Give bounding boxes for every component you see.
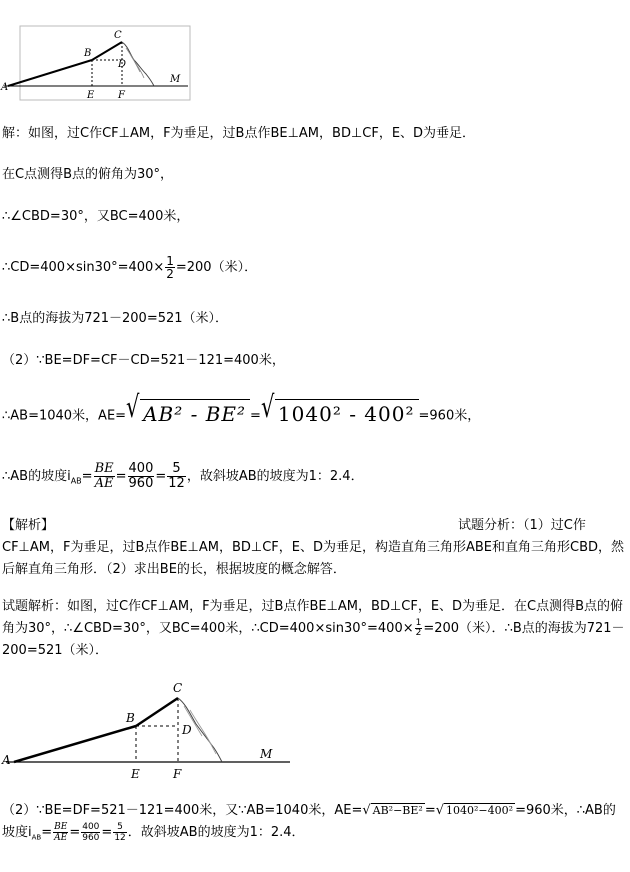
sqrt-ab-be: √ AB² - BE² <box>126 398 250 434</box>
label-e-2: E <box>131 767 140 781</box>
label-d: D <box>118 59 127 70</box>
line7-pre: ∴AB=1040米，AE= <box>2 408 127 424</box>
line8-sub: AB <box>70 476 82 486</box>
para3-a: （2）∵BE=DF=521－121=400米，又∵AB=1040米，AE= <box>2 803 363 818</box>
analysis-paragraph-3: （2）∵BE=DF=521－121=400米，又∵AB=1040米，AE=√ AB²−BE² =√ 1040²−400² =960米，∴AB的坡度$i_{AB}=$ $\frac{BE}{AE}$ = $\frac{400}{960}$ = $\frac{5}{12}$ ．故斜坡AB的坡度为1：2.4． <box>2 803 616 843</box>
line8-eq: = <box>81 469 93 484</box>
analysis-paragraph-1: CF⊥AM，F为垂足，过B点作BE⊥AM，BD⊥CF，E、D为垂足，构造直角三角形ABE和直角三角形CBD，然后解直角三角形．（2）求出BE的长，根据坡度的概念解答． <box>2 540 625 577</box>
line4-post: =200（米）． <box>175 260 258 275</box>
para3-sub: AB <box>31 833 42 842</box>
fraction-5-12: $\frac{5}{12}$ <box>168 461 185 491</box>
label-f: F <box>118 90 125 101</box>
bottom-diagram <box>0 680 300 790</box>
label-c-2: C <box>173 681 183 695</box>
solution-line-2: 在C点测得B点的俯角为30°， <box>2 167 174 182</box>
para3-sqrt-1: √ AB²−BE² <box>362 803 423 818</box>
line4-pre: ∴CD=400×sin30°=400× <box>2 260 165 275</box>
solution-line-7 <box>2 390 481 434</box>
para2-fraction-half: $\frac{1}{2}$ <box>415 618 422 638</box>
fraction-half: $\frac{1}{2}$ <box>166 254 174 281</box>
analysis-paragraph-2 <box>2 596 628 662</box>
para3-d: ．故斜坡AB的坡度为1：2.4． <box>127 825 305 840</box>
para3-c: = <box>41 825 53 840</box>
label-e: E <box>87 90 95 101</box>
label-b-2: B <box>126 711 135 725</box>
analysis-title: 试题分析：（1）过C作 <box>458 518 586 533</box>
para3-fraction-be-ae: $\frac{BE}{AE}$ <box>54 822 68 843</box>
line8-post: ，故斜坡AB的坡度为1：2.4． <box>186 469 364 484</box>
line8-pre: ∴AB的坡度i <box>2 469 71 484</box>
para3-fraction-400-960: $\frac{400}{960}$ <box>82 822 100 843</box>
para2-b: =200（米）．∴B点的海拔为721－200=521（米）． <box>2 621 625 658</box>
top-diagram <box>0 24 192 102</box>
label-b: B <box>84 48 92 59</box>
label-a-2: A <box>2 753 11 767</box>
analysis-heading: 【解析】 <box>2 518 55 533</box>
label-a: A <box>1 82 9 93</box>
fraction-400-960: $\frac{400}{960}$ <box>128 461 154 491</box>
solution-line-5: ∴B点的海拔为721－200=521（米）． <box>2 311 229 326</box>
solution-line-3: ∴∠CBD=30°，又BC=400米， <box>2 209 190 224</box>
label-m-2: M <box>260 747 273 761</box>
line7-post: =960米， <box>418 408 481 424</box>
line7-eq: = <box>250 408 261 424</box>
sqrt-1040-400: √ 1040² - 400² <box>261 398 419 434</box>
label-c: C <box>114 30 122 41</box>
solution-line-1: 解：如图，过C作CF⊥AM，F为垂足，过B点作BE⊥AM，BD⊥CF，E、D为垂足． <box>2 126 476 141</box>
solution-line-4 <box>2 255 257 280</box>
solution-line-8: ∴AB的坡度$i_{AB}=$ $\frac{BE}{AE}$ = $\frac{400}{960}$ = $\frac{5}{12}$ ，故斜坡AB的坡度为1：2.4． <box>2 461 364 491</box>
para3-b: =960米，∴AB的坡度i <box>2 803 616 840</box>
para3-fraction-5-12: $\frac{5}{12}$ <box>114 822 126 843</box>
label-d-2: D <box>182 723 192 737</box>
label-m: M <box>170 74 181 85</box>
fraction-be-ae: $\frac{BE}{AE}$ <box>94 461 114 491</box>
label-f-2: F <box>173 767 182 781</box>
para3-sqrt-2: √ 1040²−400² <box>435 803 514 818</box>
solution-line-6: （2）∵BE=DF=CF－CD=521－121=400米， <box>2 353 285 368</box>
para2-a: 试题解析：如图，过C作CF⊥AM，F为垂足，过B点作BE⊥AM，BD⊥CF，E、D为垂足．在C点测得B点的俯角为30°，∴∠CBD=30°，又BC=400米，∴CD=400×sin30°=400× <box>2 599 624 636</box>
para3-eq: = <box>424 803 436 818</box>
